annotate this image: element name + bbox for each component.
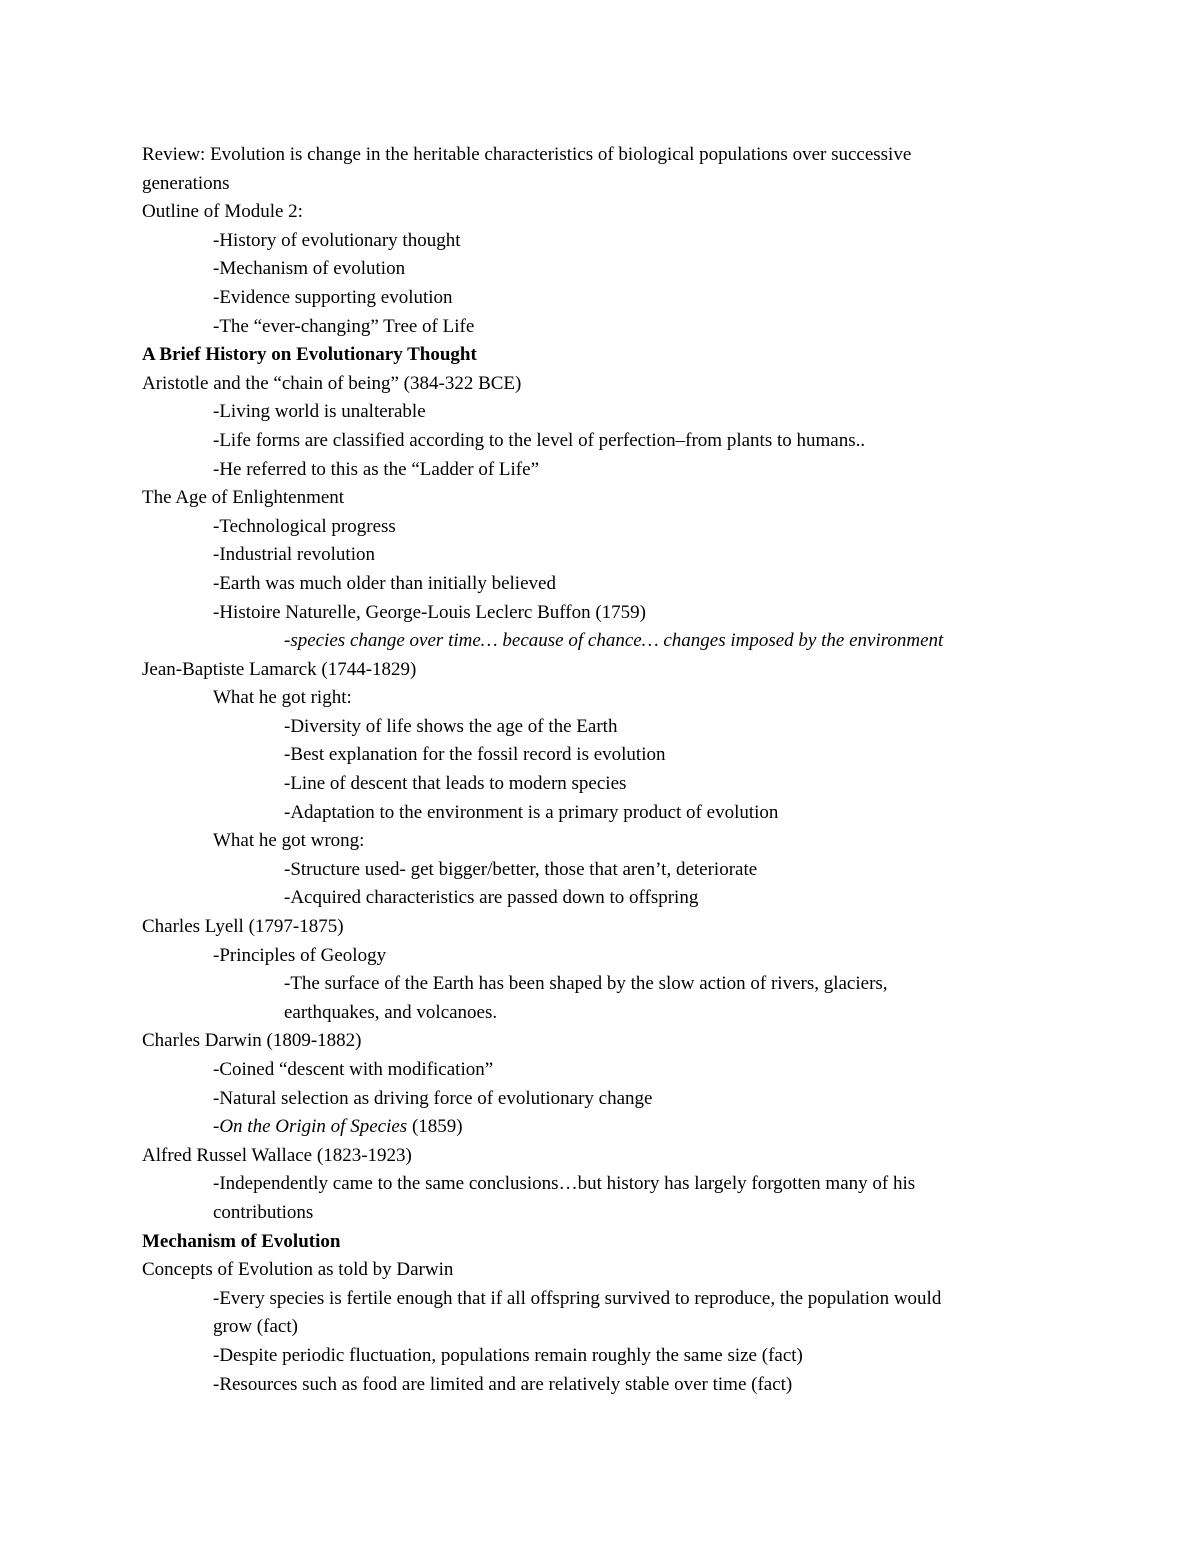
aristotle-item: -Life forms are classified according to the level of perfection–from plants to humans..	[213, 429, 866, 451]
darwin-origin-item	[142, 1113, 1062, 1142]
lamarck-right-label: What he got right:	[213, 687, 352, 709]
enlightenment-item: -Technological progress	[213, 515, 396, 537]
section-heading-mechanism: Mechanism of Evolution	[142, 1230, 341, 1252]
aristotle-item: -He referred to this as the “Ladder of Life”	[213, 458, 539, 480]
wallace-title: Alfred Russel Wallace (1823-1923)	[142, 1144, 412, 1166]
buffon-sub-item: -species change over time… because of chance… changes imposed by the environment	[284, 630, 944, 652]
enlightenment-item: -Earth was much older than initially believed	[213, 572, 556, 594]
aristotle-title: Aristotle and the “chain of being” (384-322 BCE)	[142, 372, 522, 394]
enlightenment-item: -Histoire Naturelle, George-Louis Leclerc Buffon (1759)	[213, 601, 646, 623]
lamarck-right-item: -Adaptation to the environment is a primary product of evolution	[284, 801, 779, 823]
lamarck-right-item: -Line of descent that leads to modern species	[284, 773, 627, 795]
outline-title: Outline of Module 2:	[142, 201, 303, 223]
lamarck-right-item: -Diversity of life shows the age of the Earth	[284, 715, 618, 737]
concepts-item: -Every species is fertile enough that if all offspring survived to reproduce, the population would	[213, 1287, 942, 1309]
enlightenment-item: -Industrial revolution	[213, 544, 375, 566]
outline-item: -Mechanism of evolution	[213, 258, 406, 280]
outline-item: -The “ever-changing” Tree of Life	[213, 315, 475, 337]
lamarck-wrong-label: What he got wrong:	[213, 830, 365, 852]
concepts-item-continued: grow (fact)	[213, 1316, 298, 1338]
concepts-item: -Despite periodic fluctuation, populations remain roughly the same size (fact)	[213, 1344, 803, 1366]
origin-book-title: On the Origin of Species	[219, 1116, 408, 1138]
concepts-item: -Resources such as food are limited and are relatively stable over time (fact)	[213, 1373, 793, 1395]
darwin-item: -Natural selection as driving force of evolutionary change	[213, 1087, 653, 1109]
enlightenment-title: The Age of Enlightenment	[142, 487, 345, 509]
lyell-title: Charles Lyell (1797-1875)	[142, 916, 344, 938]
lamarck-title: Jean-Baptiste Lamarck (1744-1829)	[142, 658, 417, 680]
lamarck-wrong-item: -Structure used- get bigger/better, those that aren’t, deteriorate	[284, 858, 758, 880]
wallace-item: -Independently came to the same conclusions…but history has largely forgotten many of his	[213, 1173, 916, 1195]
lamarck-right-item: -Best explanation for the fossil record is evolution	[284, 744, 666, 766]
outline-item: -History of evolutionary thought	[213, 229, 461, 251]
lamarck-wrong-item: -Acquired characteristics are passed down to offspring	[284, 887, 699, 909]
concepts-title: Concepts of Evolution as told by Darwin	[142, 1259, 454, 1281]
review-line: Review: Evolution is change in the heritable characteristics of biological populations over successive	[142, 144, 912, 165]
lyell-sub-item-continued: earthquakes, and volcanoes.	[284, 1001, 498, 1023]
origin-dash: -	[213, 1116, 220, 1138]
wallace-item-continued: contributions	[213, 1201, 314, 1223]
darwin-item: -Coined “descent with modification”	[213, 1059, 494, 1080]
section-heading-history: A Brief History on Evolutionary Thought	[142, 344, 477, 366]
lyell-sub-item: -The surface of the Earth has been shaped by the slow action of rivers, glaciers,	[284, 973, 888, 995]
review-line-continued: generations	[142, 172, 230, 194]
document-body	[142, 141, 1062, 1399]
darwin-title: Charles Darwin (1809-1882)	[142, 1030, 362, 1052]
outline-item: -Evidence supporting evolution	[213, 286, 453, 308]
aristotle-item: -Living world is unalterable	[213, 401, 426, 423]
lyell-item: -Principles of Geology	[213, 944, 387, 966]
origin-year: (1859)	[407, 1116, 463, 1138]
